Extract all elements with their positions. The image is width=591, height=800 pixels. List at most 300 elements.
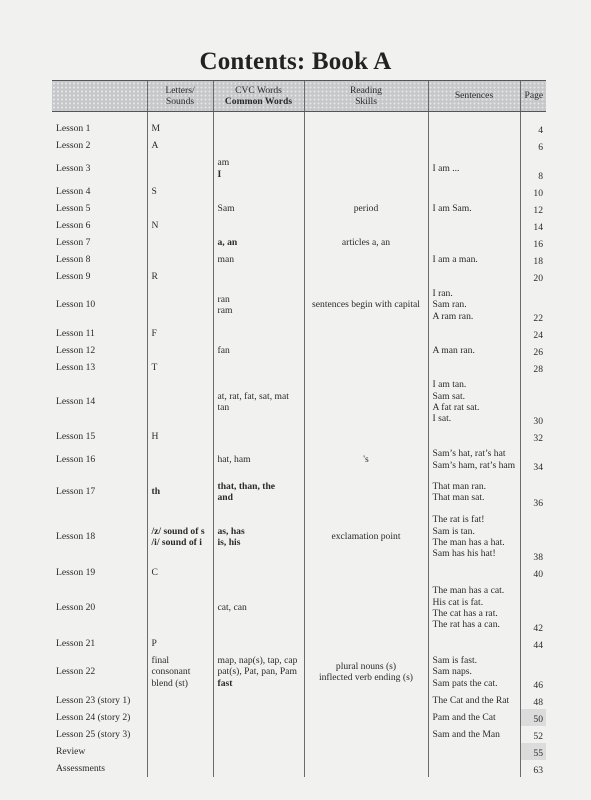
words-cell bbox=[213, 445, 304, 474]
sentences-cell bbox=[428, 635, 520, 652]
letters-sounds-line: final consonant bbox=[151, 655, 191, 678]
lesson-cell bbox=[52, 376, 147, 428]
sentence-line: The rat is fat! bbox=[432, 514, 485, 526]
page-number: 6 bbox=[538, 141, 543, 153]
sentences-cell bbox=[428, 200, 520, 217]
words-cell bbox=[213, 692, 304, 709]
words-cell bbox=[213, 376, 304, 428]
sentences-cell bbox=[428, 285, 520, 325]
letters-cell bbox=[147, 726, 213, 743]
page-number: 48 bbox=[533, 696, 543, 708]
cvc-word-line: am bbox=[217, 157, 230, 169]
lesson-label: Lesson 12 bbox=[56, 344, 96, 356]
lesson-cell bbox=[52, 652, 147, 692]
sentence-line: A man ran. bbox=[432, 344, 475, 356]
words-cell bbox=[213, 154, 304, 183]
page-number-cell bbox=[520, 200, 546, 217]
words-cell bbox=[213, 581, 304, 635]
letters-sounds-line: A bbox=[151, 139, 159, 151]
cvc-word-line: cat, can bbox=[217, 602, 247, 614]
page-number-cell bbox=[520, 428, 546, 445]
page-number: 50 bbox=[533, 713, 543, 725]
page-number: 38 bbox=[533, 551, 543, 563]
skill-cell bbox=[304, 325, 428, 342]
words-cell bbox=[213, 359, 304, 376]
skill-cell bbox=[304, 743, 428, 760]
sentence-line: The man has a cat. bbox=[432, 585, 505, 597]
skill-cell bbox=[304, 709, 428, 726]
reading-skill-line: sentences begin with capital bbox=[312, 299, 420, 311]
lesson-cell bbox=[52, 359, 147, 376]
words-cell bbox=[213, 428, 304, 445]
cvc-word-line: map, nap(s), tap, cap bbox=[217, 655, 298, 667]
skill-cell bbox=[304, 652, 428, 692]
sentence-line: I am ... bbox=[432, 162, 460, 174]
lesson-label: Lesson 5 bbox=[56, 202, 91, 214]
table-row bbox=[52, 692, 546, 709]
page-number: 14 bbox=[533, 221, 543, 233]
skill-cell bbox=[304, 445, 428, 474]
page-number-cell bbox=[520, 635, 546, 652]
sentences-cell bbox=[428, 183, 520, 200]
skill-cell bbox=[304, 234, 428, 251]
table-row bbox=[52, 183, 546, 200]
table-row bbox=[52, 342, 546, 359]
lesson-cell bbox=[52, 234, 147, 251]
sentences-cell bbox=[428, 510, 520, 564]
lesson-label: Lesson 11 bbox=[56, 327, 95, 339]
page-number-cell bbox=[520, 268, 546, 285]
table-row bbox=[52, 359, 546, 376]
cvc-word-line: that, than, the bbox=[217, 480, 276, 492]
lesson-label: Lesson 21 bbox=[56, 637, 96, 649]
letters-cell bbox=[147, 474, 213, 510]
page-number: 30 bbox=[533, 415, 543, 427]
header-skills-line2: Skills bbox=[355, 96, 377, 107]
words-cell bbox=[213, 474, 304, 510]
sentence-line: The cat has a rat. bbox=[432, 608, 498, 619]
page-number: 8 bbox=[538, 170, 543, 182]
letters-cell bbox=[147, 743, 213, 760]
header-letters-line1: Letters/ bbox=[165, 84, 195, 96]
page-number: 16 bbox=[533, 238, 543, 250]
sentence-line: Sam is tan. bbox=[432, 525, 475, 537]
sentences-cell bbox=[428, 154, 520, 183]
table-row bbox=[52, 428, 546, 445]
page-number: 36 bbox=[533, 497, 543, 509]
table-row bbox=[52, 251, 546, 268]
table-row bbox=[52, 510, 546, 564]
letters-cell bbox=[147, 445, 213, 474]
skill-cell bbox=[304, 510, 428, 564]
sentences-cell bbox=[428, 251, 520, 268]
lesson-cell bbox=[52, 635, 147, 652]
lesson-label: Lesson 1 bbox=[56, 122, 91, 134]
cvc-word-line: ran bbox=[217, 293, 230, 305]
letters-cell bbox=[147, 342, 213, 359]
lesson-cell bbox=[52, 581, 147, 635]
page-title: Contents: Book A bbox=[199, 48, 392, 75]
lesson-label: Lesson 18 bbox=[56, 531, 96, 543]
cvc-word-line: as, has bbox=[217, 525, 245, 537]
reading-skill-line: inflected verb ending (s) bbox=[318, 672, 414, 683]
letters-cell bbox=[147, 510, 213, 564]
letters-cell bbox=[147, 120, 213, 137]
table-row bbox=[52, 200, 546, 217]
sentences-cell bbox=[428, 445, 520, 474]
sentences-cell bbox=[428, 581, 520, 635]
letters-sounds-line: N bbox=[151, 219, 159, 231]
skill-cell bbox=[304, 760, 428, 777]
page-number: 34 bbox=[533, 461, 543, 473]
letters-cell bbox=[147, 581, 213, 635]
lesson-label: Lesson 4 bbox=[56, 185, 91, 197]
letters-cell bbox=[147, 428, 213, 445]
sentence-line: That man ran. bbox=[432, 480, 487, 492]
page-number: 22 bbox=[533, 312, 543, 324]
page-number: 63 bbox=[533, 764, 543, 776]
lesson-label: Lesson 20 bbox=[56, 602, 96, 614]
page-number: 46 bbox=[533, 679, 543, 691]
header-letters-line2: Sounds bbox=[165, 96, 195, 107]
skill-cell bbox=[304, 137, 428, 154]
lesson-label: Lesson 2 bbox=[56, 139, 91, 151]
page-number-cell bbox=[520, 743, 546, 760]
page-number-cell bbox=[520, 325, 546, 342]
words-cell bbox=[213, 183, 304, 200]
lesson-label: Lesson 3 bbox=[56, 162, 91, 174]
lesson-label: Lesson 25 (story 3) bbox=[56, 728, 131, 740]
letters-sounds-line: /z/ sound of s bbox=[151, 525, 205, 537]
page-number-cell bbox=[520, 285, 546, 325]
lesson-cell bbox=[52, 692, 147, 709]
reading-skill-line: articles a, an bbox=[341, 236, 391, 248]
lesson-cell bbox=[52, 285, 147, 325]
page-number-cell bbox=[520, 445, 546, 474]
letters-cell bbox=[147, 217, 213, 234]
sentence-line: Sam sat. bbox=[432, 390, 466, 402]
lesson-label: Lesson 10 bbox=[56, 299, 96, 311]
lesson-cell bbox=[52, 200, 147, 217]
table-row bbox=[52, 474, 546, 510]
lesson-cell bbox=[52, 251, 147, 268]
cvc-word-line: fast bbox=[217, 677, 233, 689]
page-number-cell bbox=[520, 217, 546, 234]
page-number-cell bbox=[520, 359, 546, 376]
lesson-label: Lesson 23 (story 1) bbox=[56, 694, 131, 706]
words-cell bbox=[213, 510, 304, 564]
letters-cell bbox=[147, 200, 213, 217]
words-cell bbox=[213, 564, 304, 581]
skill-cell bbox=[304, 635, 428, 652]
table-row bbox=[52, 581, 546, 635]
table-row bbox=[52, 325, 546, 342]
page-number: 32 bbox=[533, 432, 543, 444]
page-number-cell bbox=[520, 376, 546, 428]
header-lesson bbox=[52, 81, 147, 112]
page-number: 40 bbox=[533, 568, 543, 580]
sentence-line: Sam’s hat, rat’s hat bbox=[432, 448, 506, 460]
page-number: 42 bbox=[533, 622, 543, 634]
letters-sounds-line: F bbox=[151, 327, 157, 339]
lesson-cell bbox=[52, 474, 147, 510]
letters-cell bbox=[147, 635, 213, 652]
lesson-label: Lesson 7 bbox=[56, 236, 91, 248]
words-cell bbox=[213, 120, 304, 137]
sentence-line: Sam’s ham, rat’s ham bbox=[432, 459, 516, 471]
page-number: 24 bbox=[533, 329, 543, 341]
cvc-word-line: Sam bbox=[217, 202, 235, 214]
page-number: 4 bbox=[538, 124, 543, 136]
words-cell bbox=[213, 217, 304, 234]
skill-cell bbox=[304, 251, 428, 268]
skill-cell bbox=[304, 428, 428, 445]
page-number-cell bbox=[520, 510, 546, 564]
lesson-cell bbox=[52, 268, 147, 285]
sentences-cell bbox=[428, 652, 520, 692]
page-number: 20 bbox=[533, 272, 543, 284]
cvc-word-line: hat, ham bbox=[217, 453, 251, 465]
lesson-cell bbox=[52, 445, 147, 474]
lesson-label: Lesson 13 bbox=[56, 361, 96, 373]
lesson-cell bbox=[52, 760, 147, 777]
letters-cell bbox=[147, 692, 213, 709]
lesson-cell bbox=[52, 342, 147, 359]
cvc-word-line: at, rat, fat, sat, mat bbox=[217, 390, 289, 402]
header-cvc-line1: CVC Words bbox=[235, 84, 282, 96]
lesson-cell bbox=[52, 564, 147, 581]
sentence-line: I am tan. bbox=[432, 379, 467, 391]
lesson-cell bbox=[52, 743, 147, 760]
words-cell bbox=[213, 268, 304, 285]
sentences-cell bbox=[428, 137, 520, 154]
words-cell bbox=[213, 709, 304, 726]
sentences-cell bbox=[428, 564, 520, 581]
lesson-label: Lesson 22 bbox=[56, 666, 96, 678]
header-page: Page bbox=[520, 81, 546, 112]
lesson-label: Lesson 19 bbox=[56, 566, 96, 578]
sentences-cell bbox=[428, 342, 520, 359]
cvc-word-line: fan bbox=[217, 344, 230, 356]
sentence-line: A ram ran. bbox=[432, 310, 474, 322]
table-row bbox=[52, 120, 546, 137]
sentences-cell bbox=[428, 325, 520, 342]
letters-cell bbox=[147, 564, 213, 581]
page-number-cell bbox=[520, 652, 546, 692]
sentences-cell bbox=[428, 709, 520, 726]
letters-sounds-line: T bbox=[151, 361, 158, 373]
letters-sounds-line: /i/ sound of i bbox=[151, 537, 202, 548]
letters-cell bbox=[147, 154, 213, 183]
sentence-line: Pam and the Cat bbox=[432, 711, 496, 723]
sentence-line: Sam naps. bbox=[432, 666, 472, 678]
sentences-cell bbox=[428, 692, 520, 709]
sentences-cell bbox=[428, 726, 520, 743]
letters-sounds-line: S bbox=[151, 185, 157, 197]
header-sentences: Sentences bbox=[428, 81, 520, 112]
sentences-cell bbox=[428, 760, 520, 777]
lesson-label: Lesson 15 bbox=[56, 430, 96, 442]
page-number-cell bbox=[520, 692, 546, 709]
skill-cell bbox=[304, 564, 428, 581]
page-number: 18 bbox=[533, 255, 543, 267]
sentence-line: That man sat. bbox=[432, 492, 485, 503]
words-cell bbox=[213, 652, 304, 692]
cvc-word-line: man bbox=[217, 253, 235, 265]
lesson-cell bbox=[52, 154, 147, 183]
page-number-cell bbox=[520, 154, 546, 183]
skill-cell bbox=[304, 217, 428, 234]
lesson-label: Lesson 17 bbox=[56, 486, 96, 498]
words-cell bbox=[213, 200, 304, 217]
letters-cell bbox=[147, 234, 213, 251]
lesson-label: Assessments bbox=[56, 762, 106, 774]
sentence-line: The Cat and the Rat bbox=[432, 694, 510, 706]
table-row bbox=[52, 726, 546, 743]
sentence-line: The man has a hat. bbox=[432, 537, 505, 548]
skill-cell bbox=[304, 581, 428, 635]
sentences-cell bbox=[428, 268, 520, 285]
cvc-word-line: is, his bbox=[217, 537, 241, 548]
table-row bbox=[52, 137, 546, 154]
sentence-line: I am Sam. bbox=[432, 202, 472, 214]
lesson-label: Lesson 6 bbox=[56, 219, 91, 231]
table-row bbox=[52, 268, 546, 285]
skill-cell bbox=[304, 268, 428, 285]
sentence-line: His cat is fat. bbox=[432, 596, 484, 608]
sentence-line: Sam pats the cat. bbox=[432, 677, 498, 689]
header-skills-line1: Reading bbox=[350, 84, 382, 96]
page-number-cell bbox=[520, 474, 546, 510]
letters-cell bbox=[147, 652, 213, 692]
page-number-cell bbox=[520, 760, 546, 777]
lesson-cell bbox=[52, 726, 147, 743]
header-letters-sounds bbox=[147, 81, 213, 112]
table-row bbox=[52, 760, 546, 777]
contents-table bbox=[52, 80, 546, 777]
sentences-cell bbox=[428, 376, 520, 428]
sentences-cell bbox=[428, 474, 520, 510]
page-number-cell bbox=[520, 183, 546, 200]
letters-cell bbox=[147, 359, 213, 376]
skill-cell bbox=[304, 474, 428, 510]
sentence-line: I ran. bbox=[432, 288, 453, 300]
words-cell bbox=[213, 635, 304, 652]
letters-sounds-line: blend (st) bbox=[151, 677, 189, 689]
skill-cell bbox=[304, 726, 428, 743]
reading-skill-line: period bbox=[353, 202, 379, 214]
skill-cell bbox=[304, 200, 428, 217]
words-cell bbox=[213, 137, 304, 154]
lesson-label: Review bbox=[56, 745, 86, 757]
page-number-cell bbox=[520, 342, 546, 359]
sentence-line: Sam has his hat! bbox=[432, 548, 496, 560]
letters-cell bbox=[147, 285, 213, 325]
page-number-cell bbox=[520, 709, 546, 726]
page-number-cell bbox=[520, 137, 546, 154]
page-number: 44 bbox=[533, 639, 543, 651]
header-cvc-line2: Common Words bbox=[224, 96, 293, 107]
lesson-cell bbox=[52, 709, 147, 726]
lesson-cell bbox=[52, 183, 147, 200]
table-row bbox=[52, 652, 546, 692]
lesson-cell bbox=[52, 428, 147, 445]
lesson-label: Lesson 14 bbox=[56, 396, 96, 408]
table-row bbox=[52, 709, 546, 726]
words-cell bbox=[213, 726, 304, 743]
sentence-line: A fat rat sat. bbox=[432, 402, 480, 413]
letters-cell bbox=[147, 268, 213, 285]
letters-cell bbox=[147, 251, 213, 268]
page-number: 28 bbox=[533, 363, 543, 375]
page-number-cell bbox=[520, 251, 546, 268]
header-row bbox=[52, 81, 546, 112]
letters-cell bbox=[147, 137, 213, 154]
words-cell bbox=[213, 760, 304, 777]
reading-skill-line: 's bbox=[363, 453, 369, 465]
sentences-cell bbox=[428, 359, 520, 376]
skill-cell bbox=[304, 120, 428, 137]
skill-cell bbox=[304, 154, 428, 183]
page-number-cell bbox=[520, 564, 546, 581]
skill-cell bbox=[304, 342, 428, 359]
table-row bbox=[52, 217, 546, 234]
page-number-cell bbox=[520, 120, 546, 137]
letters-sounds-line: H bbox=[151, 430, 159, 442]
table-row bbox=[52, 285, 546, 325]
sentence-line: Sam and the Man bbox=[432, 728, 500, 740]
reading-skill-line: plural nouns (s) bbox=[335, 660, 397, 672]
page-number: 26 bbox=[533, 346, 543, 358]
cvc-word-line: ram bbox=[217, 305, 233, 316]
sentences-cell bbox=[428, 428, 520, 445]
table-row bbox=[52, 445, 546, 474]
spacer-row bbox=[52, 112, 546, 121]
lesson-cell bbox=[52, 137, 147, 154]
header-cvc-words bbox=[213, 81, 304, 112]
page-number-cell bbox=[520, 234, 546, 251]
skill-cell bbox=[304, 183, 428, 200]
sentence-line: I sat. bbox=[432, 413, 452, 425]
skill-cell bbox=[304, 285, 428, 325]
table-row bbox=[52, 234, 546, 251]
skill-cell bbox=[304, 376, 428, 428]
header-reading-skills bbox=[304, 81, 428, 112]
skill-cell bbox=[304, 359, 428, 376]
sentence-line: I am a man. bbox=[432, 253, 478, 265]
cvc-word-line: tan bbox=[217, 402, 230, 413]
sentences-cell bbox=[428, 743, 520, 760]
table-row bbox=[52, 564, 546, 581]
cvc-word-line: a, an bbox=[217, 236, 238, 248]
page-number: 55 bbox=[533, 747, 543, 759]
letters-cell bbox=[147, 709, 213, 726]
letters-cell bbox=[147, 325, 213, 342]
table-row bbox=[52, 376, 546, 428]
table-row bbox=[52, 743, 546, 760]
sentence-line: The rat has a can. bbox=[432, 619, 500, 631]
page-number: 10 bbox=[533, 187, 543, 199]
words-cell bbox=[213, 285, 304, 325]
sentences-cell bbox=[428, 234, 520, 251]
lesson-cell bbox=[52, 510, 147, 564]
sentence-line: Sam ran. bbox=[432, 299, 467, 311]
words-cell bbox=[213, 234, 304, 251]
lesson-label: Lesson 24 (story 2) bbox=[56, 711, 131, 723]
sentences-cell bbox=[428, 217, 520, 234]
lesson-label: Lesson 9 bbox=[56, 270, 91, 282]
lesson-cell bbox=[52, 120, 147, 137]
